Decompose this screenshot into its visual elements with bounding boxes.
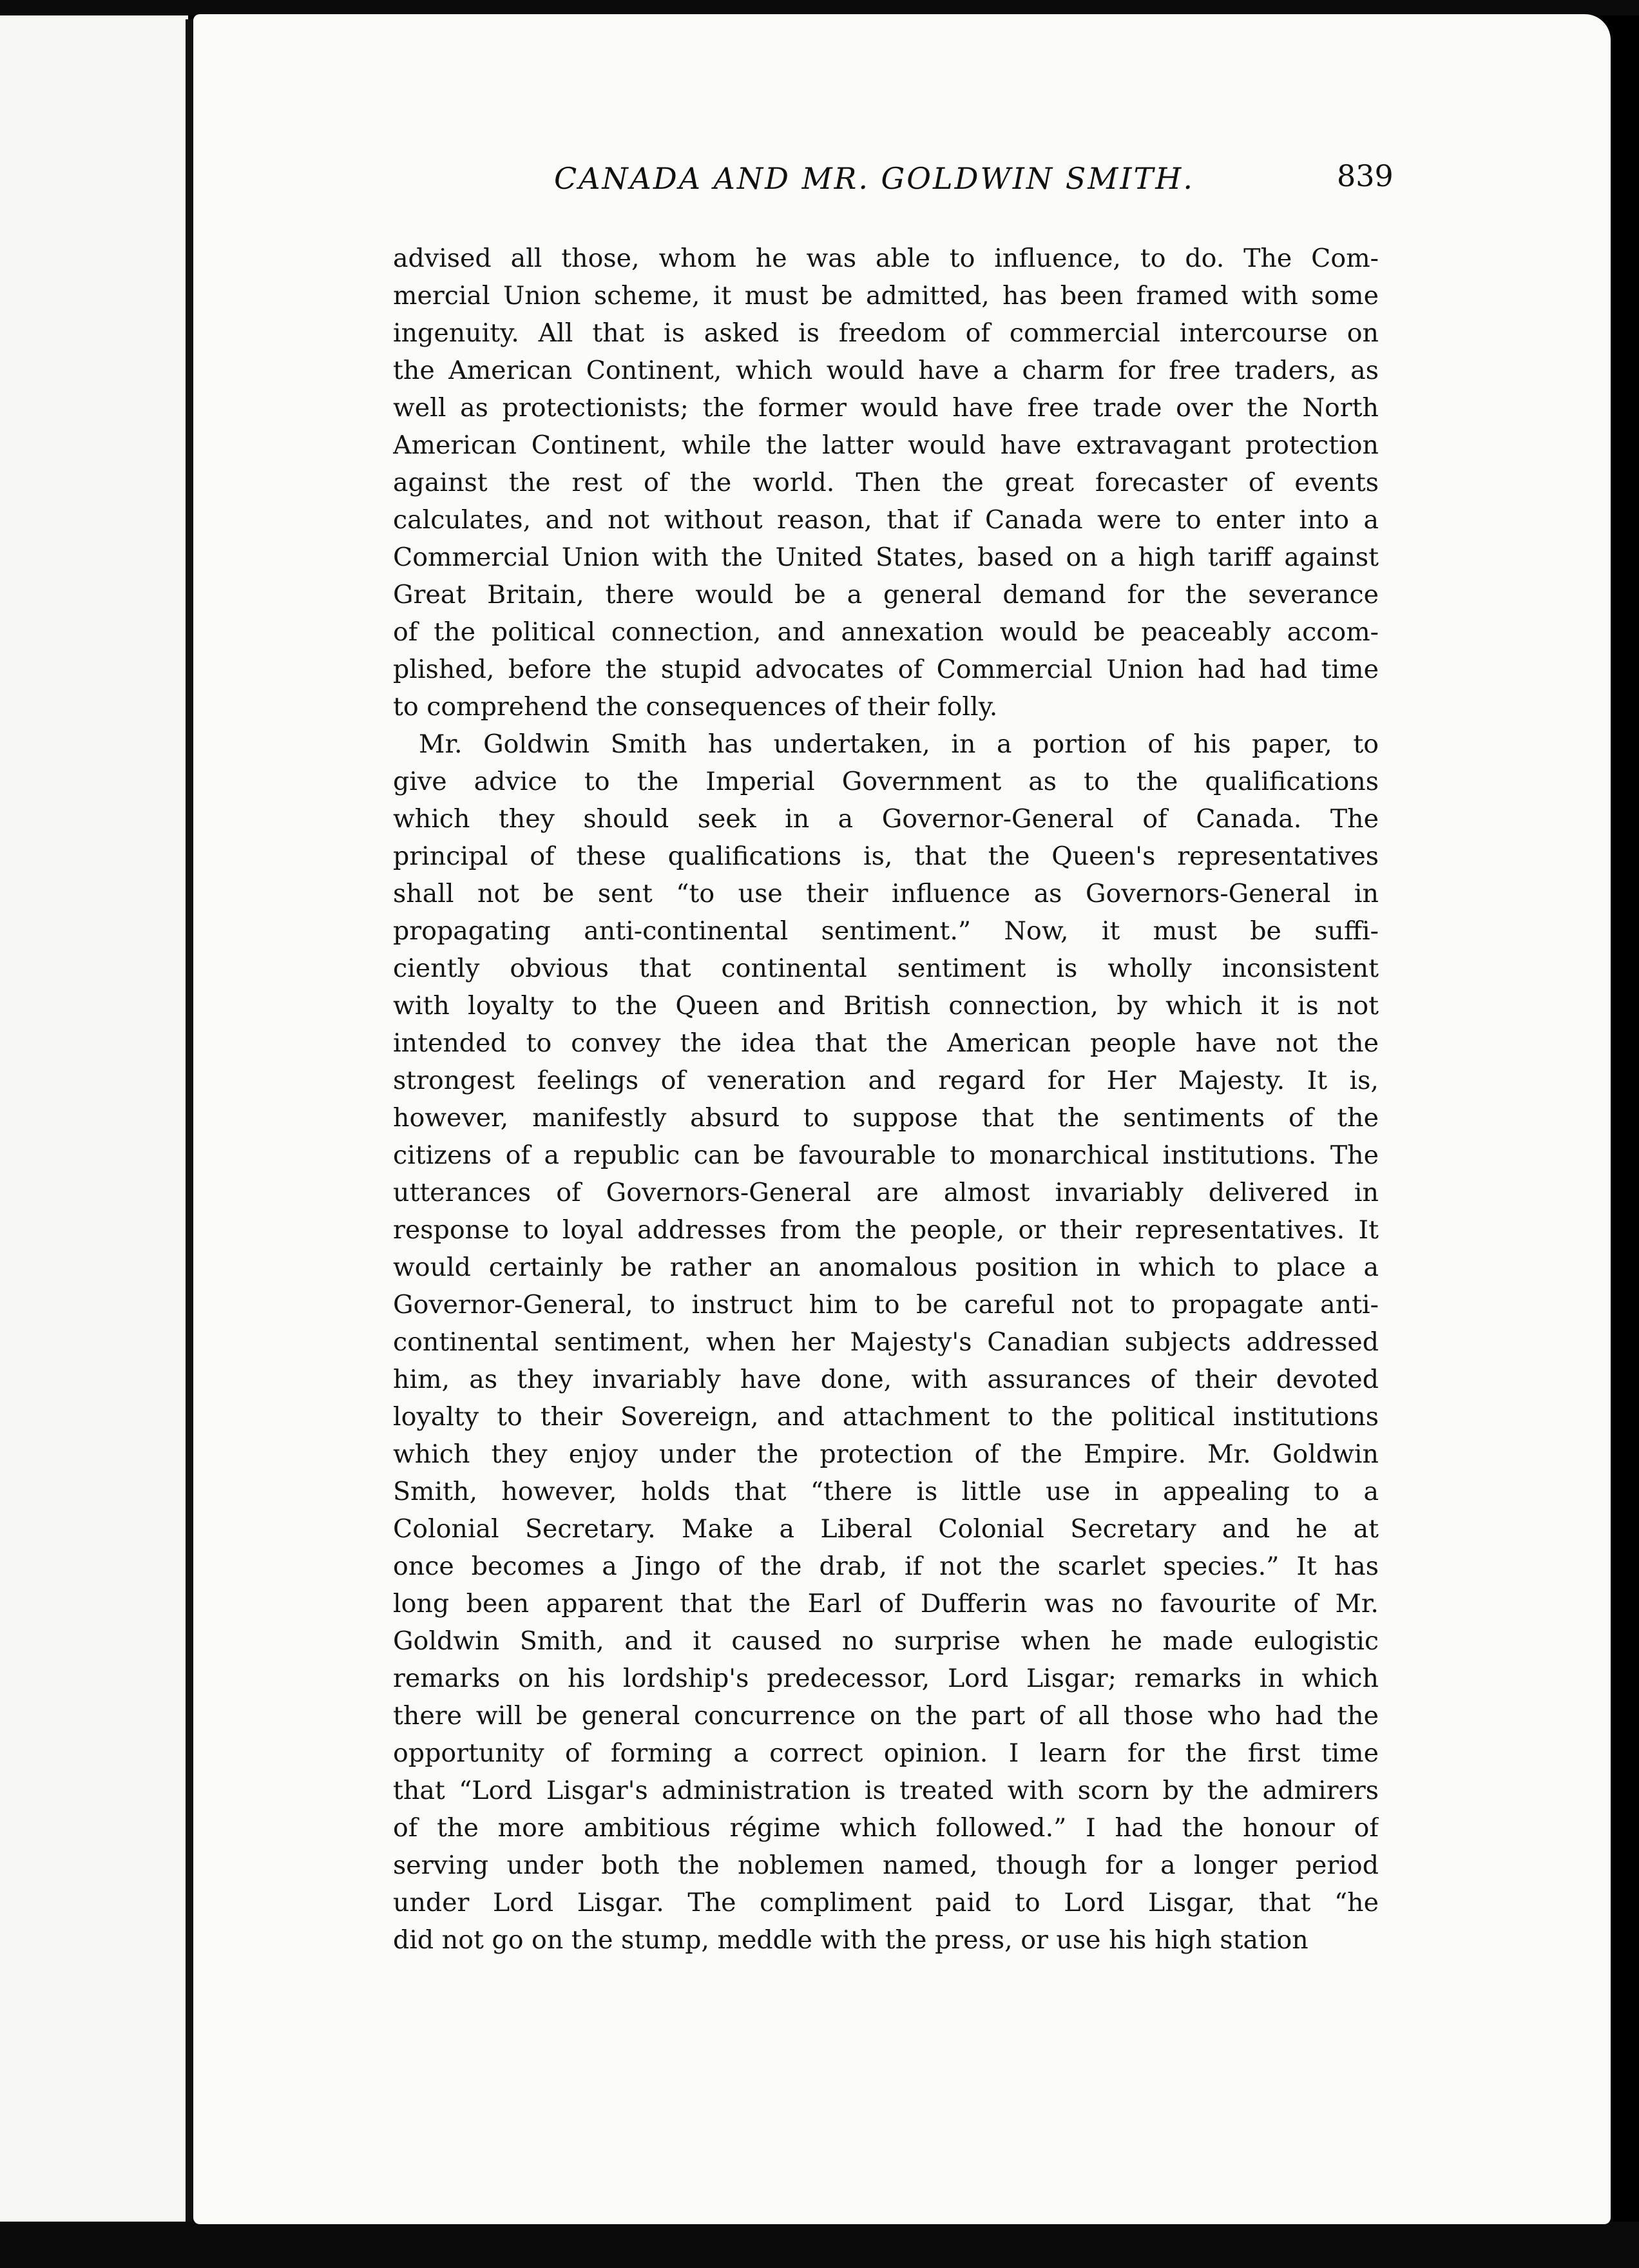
text-line: calculates, and not without reason, that if Canada were to enter into a xyxy=(393,505,1379,535)
text-line: Goldwin Smith, and it caused no surprise when he made eulogistic xyxy=(393,1626,1379,1656)
scan-bottom-border xyxy=(0,2222,1639,2268)
text-line: well as protectionists; the former would have free trade over the North xyxy=(393,393,1379,423)
text-line: the American Continent, which would have a charm for free traders, as xyxy=(393,356,1379,385)
text-line: Great Britain, there would be a general demand for the severance xyxy=(393,580,1379,610)
text-line: of the political connection, and annexation would be peaceably accom- xyxy=(393,617,1379,647)
text-line: of the more ambitious régime which followed.” I had the honour of xyxy=(393,1813,1379,1843)
text-line: plished, before the stupid advocates of Commercial Union had had time xyxy=(393,655,1379,684)
text-line: give advice to the Imperial Government as to the qualifications xyxy=(393,767,1379,796)
text-line: there will be general concurrence on the part of all those who had the xyxy=(393,1701,1379,1731)
text-line: advised all those, whom he was able to influence, to do. The Com- xyxy=(393,244,1379,273)
text-line: Mr. Goldwin Smith has undertaken, in a portion of his paper, to xyxy=(419,729,1379,759)
text-line: Colonial Secretary. Make a Liberal Colonial Secretary and he at xyxy=(393,1514,1379,1544)
text-line: him, as they invariably have done, with assurances of their devoted xyxy=(393,1365,1379,1394)
text-line: that “Lord Lisgar's administration is treated with scorn by the admirers xyxy=(393,1776,1379,1805)
text-line: ingenuity. All that is asked is freedom of commercial intercourse on xyxy=(393,318,1379,348)
text-line: propagating anti-continental sentiment.” Now, it must be suffi- xyxy=(393,916,1379,946)
text-line: intended to convey the idea that the American people have not the xyxy=(393,1028,1379,1058)
text-line: which they enjoy under the protection of the Empire. Mr. Goldwin xyxy=(393,1439,1379,1469)
text-line: continental sentiment, when her Majesty's Canadian subjects addressed xyxy=(393,1327,1379,1357)
facing-page-margin xyxy=(0,0,188,2268)
text-line: would certainly be rather an anomalous position in which to place a xyxy=(393,1253,1379,1282)
text-line: which they should seek in a Governor-General of Canada. The xyxy=(393,804,1379,834)
text-line: utterances of Governors-General are almost invariably delivered in xyxy=(393,1178,1379,1207)
text-line: serving under both the noblemen named, though for a longer period xyxy=(393,1850,1379,1880)
text-line: once becomes a Jingo of the drab, if not the scarlet species.” It has xyxy=(393,1552,1379,1581)
text-line: loyalty to their Sovereign, and attachment to the political institutions xyxy=(393,1402,1379,1432)
text-line: strongest feelings of veneration and regard for Her Majesty. It is, xyxy=(393,1066,1379,1095)
text-line: Smith, however, holds that “there is little use in appealing to a xyxy=(393,1477,1379,1506)
scan-top-border xyxy=(0,0,1639,15)
text-line: shall not be sent “to use their influence as Governors-General in xyxy=(393,879,1379,908)
text-line: opportunity of forming a correct opinion. I learn for the first time xyxy=(393,1738,1379,1768)
text-line: remarks on his lordship's predecessor, Lord Lisgar; remarks in which xyxy=(393,1664,1379,1693)
text-line: Governor-General, to instruct him to be careful not to propagate anti- xyxy=(393,1290,1379,1320)
page-number: 839 xyxy=(1337,159,1394,193)
text-line: did not go on the stump, meddle with the press, or use his high station xyxy=(393,1925,1308,1955)
text-line: American Continent, while the latter would have extravagant protection xyxy=(393,430,1379,460)
text-line: ciently obvious that continental sentiment is wholly inconsistent xyxy=(393,954,1379,983)
text-line: principal of these qualifications is, that the Queen's representatives xyxy=(393,841,1379,871)
text-line: response to loyal addresses from the people, or their representatives. It xyxy=(393,1215,1379,1245)
body-text xyxy=(393,240,1379,1959)
text-line: with loyalty to the Queen and British connection, by which it is not xyxy=(393,991,1379,1021)
text-line: under Lord Lisgar. The compliment paid to Lord Lisgar, that “he xyxy=(393,1888,1379,1917)
text-line: citizens of a republic can be favourable to monarchical institutions. The xyxy=(393,1140,1379,1170)
text-line: however, manifestly absurd to suppose that the sentiments of the xyxy=(393,1103,1379,1133)
text-line: Commercial Union with the United States, based on a high tariff against xyxy=(393,543,1379,572)
text-line: to comprehend the consequences of their folly. xyxy=(393,692,998,722)
book-spine-edge xyxy=(186,19,192,2242)
running-title: CANADA AND MR. GOLDWIN SMITH. xyxy=(554,161,1194,196)
text-line: long been apparent that the Earl of Dufferin was no favourite of Mr. xyxy=(393,1589,1379,1619)
text-line: mercial Union scheme, it must be admitted, has been framed with some xyxy=(393,281,1379,311)
text-line: against the rest of the world. Then the great forecaster of events xyxy=(393,468,1379,497)
